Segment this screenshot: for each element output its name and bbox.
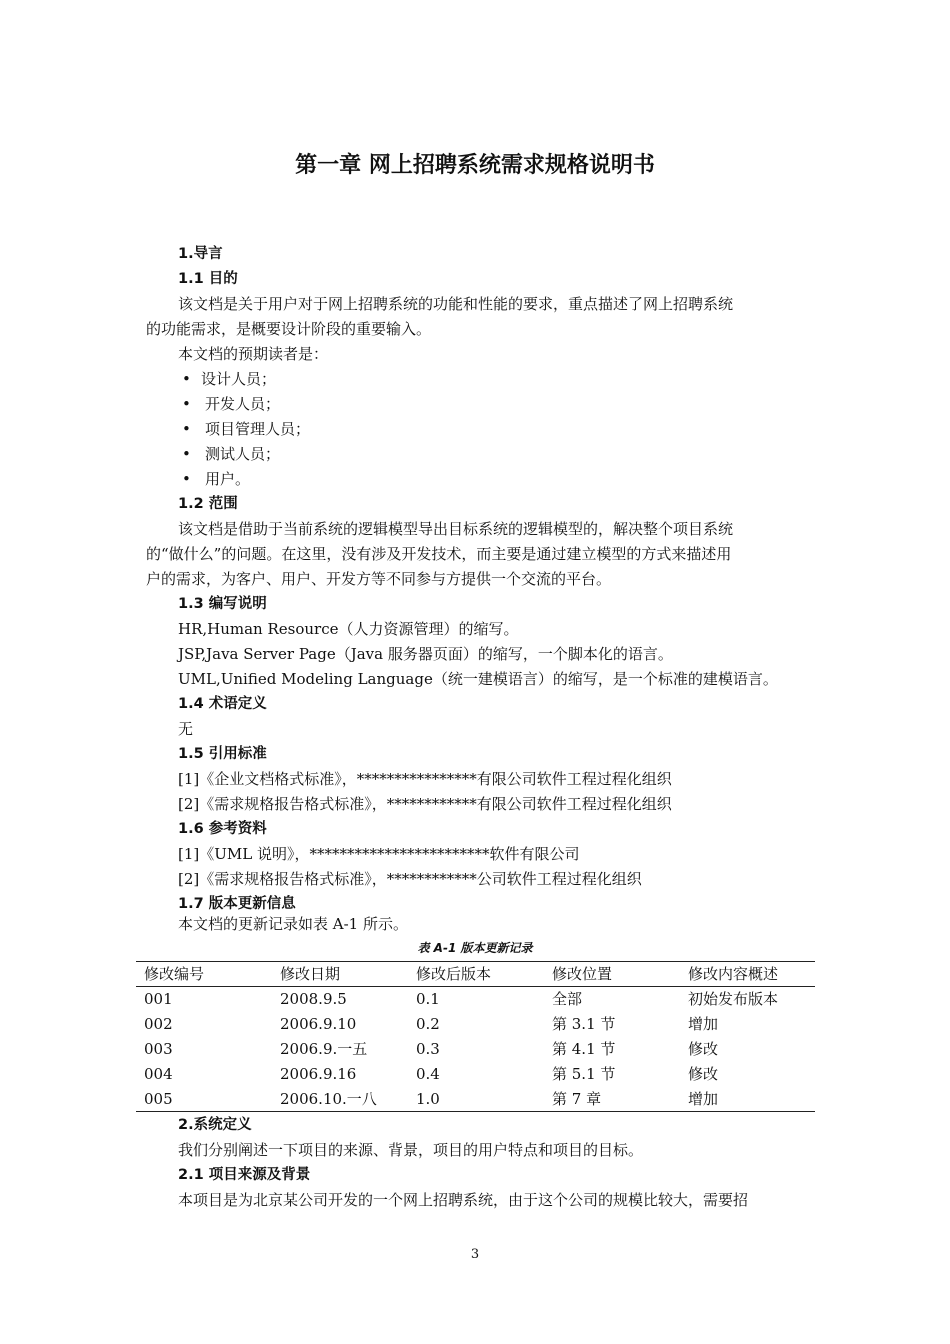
table-cell: 2006.9.10 bbox=[280, 1015, 357, 1033]
abbreviation-item: HR,Human Resource（人力资源管理）的缩写。 bbox=[178, 620, 519, 638]
table-cell: 第 7 章 bbox=[552, 1090, 602, 1108]
table-cell: 2006.10.一八 bbox=[280, 1090, 377, 1108]
heading-1-4: 1.4 术语定义 bbox=[178, 696, 267, 712]
table-cell: 0.3 bbox=[416, 1040, 440, 1058]
table-cell: 初始发布版本 bbox=[688, 990, 779, 1008]
paragraph-line: 我们分别阐述一下项目的来源、背景，项目的用户特点和项目的目标。 bbox=[178, 1141, 644, 1159]
table-header-cell: 修改内容概述 bbox=[688, 965, 779, 983]
heading-1-2: 1.2 范围 bbox=[178, 496, 238, 512]
table-caption: 表 A-1 版本更新记录 bbox=[417, 941, 533, 955]
heading-2: 2.系统定义 bbox=[178, 1117, 252, 1133]
table-cell: 1.0 bbox=[416, 1090, 440, 1108]
table-cell: 0.2 bbox=[416, 1015, 440, 1033]
table-cell: 002 bbox=[144, 1015, 173, 1033]
heading-2-1: 2.1 项目来源及背景 bbox=[178, 1167, 311, 1183]
table-top-rule bbox=[136, 961, 815, 962]
table-header-cell: 修改日期 bbox=[280, 965, 341, 983]
table-cell: 005 bbox=[144, 1090, 173, 1108]
readers-intro: 本文档的预期读者是： bbox=[178, 345, 329, 363]
bullet-icon: • bbox=[182, 420, 191, 438]
table-cell: 增加 bbox=[688, 1015, 719, 1033]
reader-item: 用户。 bbox=[205, 470, 251, 488]
reference-item: [1]《UML 说明》，************************软件有限公司 bbox=[178, 845, 580, 863]
bullet-icon: • bbox=[182, 370, 191, 388]
heading-1-3: 1.3 编写说明 bbox=[178, 596, 267, 612]
paragraph-line: 该文档是关于用户对于网上招聘系统的功能和性能的要求，重点描述了网上招聘系统 bbox=[178, 295, 734, 313]
table-cell: 修改 bbox=[688, 1040, 719, 1058]
reference-item: [2]《需求规格报告格式标准》，************公司软件工程过程化组织 bbox=[178, 870, 642, 888]
reader-item: 设计人员； bbox=[201, 370, 277, 388]
heading-1: 1.导言 bbox=[178, 246, 223, 262]
table-cell: 增加 bbox=[688, 1090, 719, 1108]
abbreviation-item: JSP,Java Server Page（Java 服务器页面）的缩写，一个脚本化的语言。 bbox=[178, 645, 673, 663]
table-cell: 2008.9.5 bbox=[280, 990, 347, 1008]
heading-1-5: 1.5 引用标准 bbox=[178, 746, 267, 762]
table-cell: 004 bbox=[144, 1065, 173, 1083]
page-number: 3 bbox=[470, 1247, 480, 1262]
bullet-icon: • bbox=[182, 445, 191, 463]
table-header-rule bbox=[136, 986, 815, 987]
table-header-cell: 修改位置 bbox=[552, 965, 613, 983]
table-cell: 003 bbox=[144, 1040, 173, 1058]
terms-text: 无 bbox=[178, 720, 194, 738]
table-cell: 第 4.1 节 bbox=[552, 1040, 616, 1058]
table-cell: 第 3.1 节 bbox=[552, 1015, 616, 1033]
heading-1-1: 1.1 目的 bbox=[178, 271, 238, 287]
table-cell: 0.4 bbox=[416, 1065, 440, 1083]
table-header-cell: 修改编号 bbox=[144, 965, 205, 983]
table-cell: 第 5.1 节 bbox=[552, 1065, 616, 1083]
paragraph-line: 的“做什么”的问题。在这里，没有涉及开发技术，而主要是通过建立模型的方式来描述用 bbox=[146, 545, 732, 563]
bullet-icon: • bbox=[182, 395, 191, 413]
reference-item: [2]《需求规格报告格式标准》，************有限公司软件工程过程化组织 bbox=[178, 795, 672, 813]
reader-item: 项目管理人员； bbox=[205, 420, 311, 438]
reference-item: [1]《企业文档格式标准》，****************有限公司软件工程过程化组织 bbox=[178, 770, 672, 788]
table-header-cell: 修改后版本 bbox=[416, 965, 492, 983]
paragraph-line: 该文档是借助于当前系统的逻辑模型导出目标系统的逻辑模型的，解决整个项目系统 bbox=[178, 520, 734, 538]
table-cell: 全部 bbox=[552, 990, 583, 1008]
table-cell: 2006.9.16 bbox=[280, 1065, 357, 1083]
table-cell: 2006.9.一五 bbox=[280, 1040, 368, 1058]
paragraph-line: 户的需求，为客户、用户、开发方等不同参与方提供一个交流的平台。 bbox=[146, 570, 612, 588]
table-cell: 001 bbox=[144, 990, 173, 1008]
abbreviation-item: UML,Unified Modeling Language（统一建模语言）的缩写，是一个标准的建模语言。 bbox=[178, 670, 778, 688]
table-bottom-rule bbox=[136, 1111, 815, 1112]
heading-1-7: 1.7 版本更新信息 bbox=[178, 896, 296, 912]
reader-item: 开发人员； bbox=[205, 395, 281, 413]
table-intro: 本文档的更新记录如表 A-1 所示。 bbox=[178, 915, 408, 933]
paragraph-line: 本项目是为北京某公司开发的一个网上招聘系统，由于这个公司的规模比较大，需要招 bbox=[178, 1191, 749, 1209]
table-cell: 修改 bbox=[688, 1065, 719, 1083]
paragraph-line: 的功能需求，是概要设计阶段的重要输入。 bbox=[146, 320, 432, 338]
page-title: 第一章 网上招聘系统需求规格说明书 bbox=[295, 153, 655, 178]
heading-1-6: 1.6 参考资料 bbox=[178, 821, 267, 837]
reader-item: 测试人员； bbox=[205, 445, 281, 463]
bullet-icon: • bbox=[182, 470, 191, 488]
table-cell: 0.1 bbox=[416, 990, 440, 1008]
